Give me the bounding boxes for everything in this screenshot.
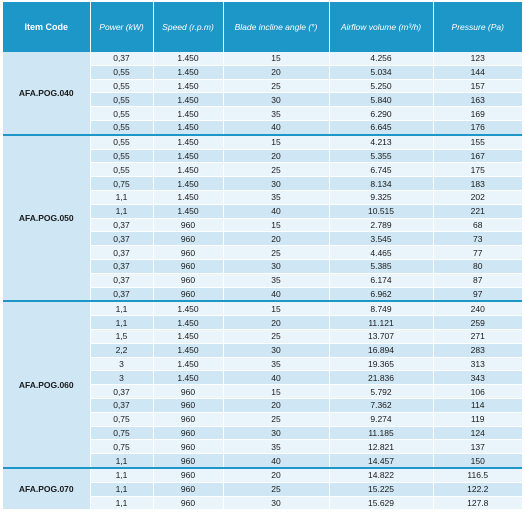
airflow-cell: 4.213 — [329, 135, 433, 149]
speed-cell: 1.450 — [153, 357, 223, 371]
power-cell: 1,1 — [90, 204, 153, 218]
pressure-cell: 221 — [433, 204, 522, 218]
pressure-cell: 167 — [433, 149, 522, 163]
speed-cell: 960 — [153, 232, 223, 246]
airflow-cell: 2.789 — [329, 218, 433, 232]
power-cell: 0,37 — [90, 398, 153, 412]
speed-cell: 1.450 — [153, 52, 223, 65]
blade-angle-cell: 25 — [223, 163, 329, 177]
pressure-cell: 144 — [433, 65, 522, 79]
header-row — [3, 2, 522, 52]
blade-angle-cell: 40 — [223, 287, 329, 301]
pressure-cell: 122.2 — [433, 482, 522, 496]
airflow-cell: 5.034 — [329, 65, 433, 79]
power-cell: 0,37 — [90, 246, 153, 260]
power-cell: 0,75 — [90, 440, 153, 454]
speed-cell: 1.450 — [153, 329, 223, 343]
pressure-cell: 73 — [433, 232, 522, 246]
power-cell: 1,1 — [90, 468, 153, 482]
speed-cell: 1.450 — [153, 149, 223, 163]
pressure-cell: 137 — [433, 440, 522, 454]
airflow-cell: 4.465 — [329, 246, 433, 260]
power-cell: 1,1 — [90, 316, 153, 330]
speed-cell: 1.450 — [153, 371, 223, 385]
pressure-cell: 116.5 — [433, 468, 522, 482]
blade-angle-cell: 15 — [223, 301, 329, 315]
power-cell: 0,55 — [90, 107, 153, 121]
pressure-cell: 343 — [433, 371, 522, 385]
airflow-cell: 5.840 — [329, 93, 433, 107]
power-cell: 0,55 — [90, 93, 153, 107]
power-cell: 3 — [90, 357, 153, 371]
header-airflow: Airflow volume (m³/h) — [329, 2, 433, 52]
blade-angle-cell: 20 — [223, 149, 329, 163]
power-cell: 0,55 — [90, 120, 153, 134]
pressure-cell: 163 — [433, 93, 522, 107]
pressure-cell: 124 — [433, 426, 522, 440]
speed-cell: 960 — [153, 440, 223, 454]
pressure-cell: 155 — [433, 135, 522, 149]
airflow-cell: 12.821 — [329, 440, 433, 454]
blade-angle-cell: 30 — [223, 496, 329, 510]
speed-cell: 960 — [153, 496, 223, 510]
power-cell: 0,55 — [90, 163, 153, 177]
airflow-cell: 3.545 — [329, 232, 433, 246]
table-row — [3, 135, 522, 149]
airflow-cell: 9.274 — [329, 412, 433, 426]
blade-angle-cell: 25 — [223, 329, 329, 343]
blade-angle-cell: 20 — [223, 65, 329, 79]
blade-angle-cell: 30 — [223, 177, 329, 191]
airflow-cell: 6.645 — [329, 120, 433, 134]
header-item-code: Item Code — [3, 2, 90, 52]
blade-angle-cell: 35 — [223, 440, 329, 454]
airflow-cell: 5.385 — [329, 259, 433, 273]
speed-cell: 1.450 — [153, 135, 223, 149]
speed-cell: 960 — [153, 482, 223, 496]
header-pressure: Pressure (Pa) — [433, 2, 522, 52]
power-cell: 1,1 — [90, 190, 153, 204]
power-cell: 0,37 — [90, 385, 153, 399]
power-cell: 0,75 — [90, 412, 153, 426]
power-cell: 0,75 — [90, 426, 153, 440]
blade-angle-cell: 35 — [223, 190, 329, 204]
blade-angle-cell: 20 — [223, 232, 329, 246]
speed-cell: 960 — [153, 218, 223, 232]
power-cell: 1,1 — [90, 454, 153, 468]
airflow-cell: 8.134 — [329, 177, 433, 191]
blade-angle-cell: 40 — [223, 371, 329, 385]
blade-angle-cell: 35 — [223, 273, 329, 287]
power-cell: 0,55 — [90, 65, 153, 79]
header-blade-angle: Blade incline angle (°) — [223, 2, 329, 52]
power-cell: 1,1 — [90, 482, 153, 496]
airflow-cell: 11.185 — [329, 426, 433, 440]
airflow-cell: 19.365 — [329, 357, 433, 371]
airflow-cell: 13.707 — [329, 329, 433, 343]
blade-angle-cell: 15 — [223, 52, 329, 65]
speed-cell: 1.450 — [153, 120, 223, 134]
speed-cell: 960 — [153, 259, 223, 273]
pressure-cell: 202 — [433, 190, 522, 204]
pressure-cell: 176 — [433, 120, 522, 134]
pressure-cell: 80 — [433, 259, 522, 273]
airflow-cell: 6.745 — [329, 163, 433, 177]
airflow-cell: 6.290 — [329, 107, 433, 121]
pressure-cell: 119 — [433, 412, 522, 426]
speed-cell: 1.450 — [153, 79, 223, 93]
airflow-cell: 5.250 — [329, 79, 433, 93]
blade-angle-cell: 35 — [223, 357, 329, 371]
speed-cell: 1.450 — [153, 93, 223, 107]
blade-angle-cell: 40 — [223, 454, 329, 468]
pressure-cell: 87 — [433, 273, 522, 287]
speed-cell: 960 — [153, 273, 223, 287]
pressure-cell: 150 — [433, 454, 522, 468]
power-cell: 1,1 — [90, 496, 153, 510]
speed-cell: 1.450 — [153, 163, 223, 177]
airflow-cell: 8.749 — [329, 301, 433, 315]
airflow-cell: 5.355 — [329, 149, 433, 163]
blade-angle-cell: 25 — [223, 412, 329, 426]
pressure-cell: 157 — [433, 79, 522, 93]
blade-angle-cell: 20 — [223, 316, 329, 330]
power-cell: 0,37 — [90, 218, 153, 232]
airflow-cell: 14.457 — [329, 454, 433, 468]
speed-cell: 1.450 — [153, 107, 223, 121]
power-cell: 1,5 — [90, 329, 153, 343]
header-speed: Speed (r.p.m) — [153, 2, 223, 52]
blade-angle-cell: 25 — [223, 246, 329, 260]
pressure-cell: 240 — [433, 301, 522, 315]
speed-cell: 960 — [153, 385, 223, 399]
airflow-cell: 15.629 — [329, 496, 433, 510]
blade-angle-cell: 15 — [223, 218, 329, 232]
pressure-cell: 169 — [433, 107, 522, 121]
speed-cell: 960 — [153, 426, 223, 440]
power-cell: 0,37 — [90, 287, 153, 301]
pressure-cell: 114 — [433, 398, 522, 412]
power-cell: 1,1 — [90, 301, 153, 315]
table-row — [3, 301, 522, 315]
pressure-cell: 175 — [433, 163, 522, 177]
power-cell: 2,2 — [90, 343, 153, 357]
speed-cell: 1.450 — [153, 301, 223, 315]
blade-angle-cell: 25 — [223, 79, 329, 93]
pressure-cell: 127.8 — [433, 496, 522, 510]
airflow-cell: 6.962 — [329, 287, 433, 301]
pressure-cell: 123 — [433, 52, 522, 65]
item-code-cell: AFA.POG.040 — [3, 52, 90, 135]
blade-angle-cell: 40 — [223, 120, 329, 134]
speed-cell: 960 — [153, 468, 223, 482]
pressure-cell: 68 — [433, 218, 522, 232]
speed-cell: 960 — [153, 398, 223, 412]
blade-angle-cell: 30 — [223, 259, 329, 273]
power-cell: 0,37 — [90, 232, 153, 246]
blade-angle-cell: 15 — [223, 135, 329, 149]
airflow-cell: 4.256 — [329, 52, 433, 65]
speed-cell: 960 — [153, 246, 223, 260]
speed-cell: 1.450 — [153, 316, 223, 330]
blade-angle-cell: 30 — [223, 343, 329, 357]
airflow-cell: 21.836 — [329, 371, 433, 385]
table-body — [3, 52, 522, 510]
power-cell: 0,55 — [90, 79, 153, 93]
blade-angle-cell: 35 — [223, 107, 329, 121]
power-cell: 0,37 — [90, 273, 153, 287]
airflow-cell: 5.792 — [329, 385, 433, 399]
table-row — [3, 52, 522, 65]
item-code-cell: AFA.POG.050 — [3, 135, 90, 302]
pressure-cell: 271 — [433, 329, 522, 343]
power-cell: 0,55 — [90, 149, 153, 163]
airflow-cell: 6.174 — [329, 273, 433, 287]
airflow-cell: 7.362 — [329, 398, 433, 412]
item-code-cell: AFA.POG.060 — [3, 301, 90, 468]
fan-spec-table — [3, 2, 522, 510]
speed-cell: 960 — [153, 454, 223, 468]
pressure-cell: 77 — [433, 246, 522, 260]
speed-cell: 1.450 — [153, 190, 223, 204]
blade-angle-cell: 30 — [223, 93, 329, 107]
speed-cell: 1.450 — [153, 177, 223, 191]
pressure-cell: 313 — [433, 357, 522, 371]
airflow-cell: 15.225 — [329, 482, 433, 496]
pressure-cell: 183 — [433, 177, 522, 191]
blade-angle-cell: 15 — [223, 385, 329, 399]
pressure-cell: 97 — [433, 287, 522, 301]
power-cell: 0,55 — [90, 135, 153, 149]
airflow-cell: 10.515 — [329, 204, 433, 218]
blade-angle-cell: 20 — [223, 468, 329, 482]
power-cell: 0,37 — [90, 52, 153, 65]
speed-cell: 1.450 — [153, 204, 223, 218]
speed-cell: 1.450 — [153, 65, 223, 79]
blade-angle-cell: 25 — [223, 482, 329, 496]
power-cell: 0,37 — [90, 259, 153, 273]
blade-angle-cell: 20 — [223, 398, 329, 412]
blade-angle-cell: 30 — [223, 426, 329, 440]
airflow-cell: 11.121 — [329, 316, 433, 330]
speed-cell: 960 — [153, 287, 223, 301]
speed-cell: 1.450 — [153, 343, 223, 357]
fan-spec-table-container — [3, 2, 522, 510]
blade-angle-cell: 40 — [223, 204, 329, 218]
header-power: Power (kW) — [90, 2, 153, 52]
table-row — [3, 468, 522, 482]
pressure-cell: 259 — [433, 316, 522, 330]
power-cell: 3 — [90, 371, 153, 385]
pressure-cell: 106 — [433, 385, 522, 399]
pressure-cell: 283 — [433, 343, 522, 357]
power-cell: 0,75 — [90, 177, 153, 191]
item-code-cell: AFA.POG.070 — [3, 468, 90, 510]
airflow-cell: 16.894 — [329, 343, 433, 357]
airflow-cell: 9.325 — [329, 190, 433, 204]
airflow-cell: 14.822 — [329, 468, 433, 482]
speed-cell: 960 — [153, 412, 223, 426]
